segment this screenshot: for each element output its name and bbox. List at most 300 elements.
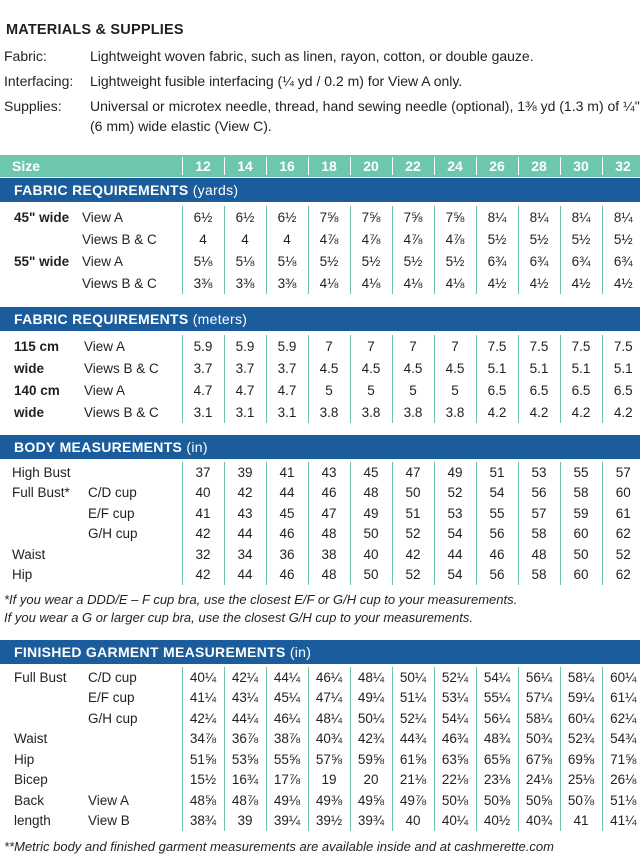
row-label	[0, 524, 88, 545]
table-cell: 58	[560, 483, 602, 504]
table-cell: 57	[602, 462, 640, 483]
table-cell: 5	[392, 379, 434, 401]
table-cell: 6¾	[560, 250, 602, 272]
table-cell: 44¾	[392, 729, 434, 750]
table-cell: 37	[182, 462, 224, 483]
table-cell: 58	[518, 524, 560, 545]
row-label: Waist	[14, 731, 48, 747]
table-cell: 23⅛	[476, 770, 518, 791]
table-cell: 50¾	[518, 729, 560, 750]
materials-label: Interfacing:	[4, 73, 74, 89]
size-value: 30	[573, 158, 589, 174]
table-cell: 42¼	[182, 708, 224, 729]
table-row	[0, 206, 640, 228]
table-cell: 7	[392, 335, 434, 357]
table-cell: 49⅛	[266, 790, 308, 811]
table-cell: 51⅝	[182, 749, 224, 770]
table-cell: 48⅝	[182, 790, 224, 811]
table-cell: 49⅝	[350, 790, 392, 811]
row-label: Hip	[12, 567, 33, 583]
row-label: 45" wide	[14, 209, 70, 225]
table-cell: 36	[266, 544, 308, 565]
table-cell: 5	[350, 379, 392, 401]
table-cell: 7	[350, 335, 392, 357]
table-cell: 57⅝	[308, 749, 350, 770]
table-cell: 54	[434, 524, 476, 545]
table-cell: 44	[224, 524, 266, 545]
table-row	[0, 544, 640, 565]
table-cell: 16¾	[224, 770, 266, 791]
table-cell: 7⅝	[308, 206, 350, 228]
body-measurements-table	[0, 462, 640, 585]
section-title: FINISHED GARMENT MEASUREMENTS	[14, 644, 286, 660]
section-header-fabric-yards	[0, 178, 640, 202]
table-cell: 4.2	[602, 401, 640, 423]
table-cell: 52	[602, 544, 640, 565]
table-cell: 4⅛	[392, 272, 434, 294]
row-sublabel: Views B & C	[82, 231, 157, 247]
row-sublabel: G/H cup	[88, 710, 138, 726]
table-cell: 6.5	[602, 379, 640, 401]
table-cell: 42¾	[350, 729, 392, 750]
table-cell: 26⅛	[602, 770, 640, 791]
table-cell: 49	[434, 462, 476, 483]
table-cell: 5.1	[560, 357, 602, 379]
table-cell: 4	[266, 228, 308, 250]
table-cell: 44¼	[266, 667, 308, 688]
row-label: Full Bust*	[12, 485, 70, 501]
fabric-meters-table	[0, 335, 640, 423]
table-cell: 48	[518, 544, 560, 565]
row-sublabel: View B	[88, 813, 130, 829]
table-cell: 3⅜	[266, 272, 308, 294]
row-sublabel: View A	[84, 338, 126, 354]
table-cell: 60¼	[602, 667, 640, 688]
table-cell: 55	[476, 503, 518, 524]
table-cell: 6¾	[602, 250, 640, 272]
table-cell: 39	[224, 462, 266, 483]
table-cell: 41¼	[182, 688, 224, 709]
table-cell: 60¼	[560, 708, 602, 729]
table-row	[0, 503, 640, 524]
table-row	[0, 483, 640, 504]
table-cell: 39½	[308, 811, 350, 832]
table-cell: 4.5	[392, 357, 434, 379]
table-cell: 62	[602, 524, 640, 545]
row-label	[0, 228, 82, 250]
table-cell: 5½	[518, 228, 560, 250]
table-cell: 48	[308, 565, 350, 586]
table-row	[0, 379, 640, 401]
row-label: Full Bust	[14, 669, 67, 685]
row-sublabel	[86, 729, 182, 750]
table-cell: 56¼	[476, 708, 518, 729]
table-cell: 4½	[476, 272, 518, 294]
table-cell: 36⅞	[224, 729, 266, 750]
table-cell: 5½	[434, 250, 476, 272]
table-cell: 38¾	[182, 811, 224, 832]
table-cell: 40	[350, 544, 392, 565]
size-header-bar	[0, 155, 640, 177]
table-cell: 53	[518, 462, 560, 483]
table-cell: 44	[266, 483, 308, 504]
table-cell: 50¼	[350, 708, 392, 729]
table-cell: 5⅛	[224, 250, 266, 272]
size-value: 32	[615, 158, 631, 174]
row-sublabel: Views B & C	[84, 360, 159, 376]
table-cell: 50	[350, 565, 392, 586]
table-cell: 60	[560, 524, 602, 545]
table-cell: 61⅝	[392, 749, 434, 770]
table-row	[0, 811, 640, 832]
table-cell: 4.5	[350, 357, 392, 379]
table-cell: 50	[560, 544, 602, 565]
section-title: FABRIC REQUIREMENTS	[14, 311, 189, 327]
table-cell: 5½	[602, 228, 640, 250]
table-cell: 46	[266, 565, 308, 586]
table-cell: 5.1	[602, 357, 640, 379]
table-cell: 48¼	[350, 667, 392, 688]
table-row	[0, 272, 640, 294]
table-cell: 40¾	[308, 729, 350, 750]
table-cell: 57¼	[518, 688, 560, 709]
table-row	[0, 790, 640, 811]
row-label	[0, 503, 88, 524]
section-unit: (in)	[289, 644, 312, 660]
table-cell: 3.8	[350, 401, 392, 423]
row-sublabel: View A	[88, 792, 130, 808]
table-cell: 54¾	[602, 729, 640, 750]
table-cell: 55¼	[476, 688, 518, 709]
table-cell: 5.9	[182, 335, 224, 357]
table-cell: 4	[224, 228, 266, 250]
table-cell: 40¼	[434, 811, 476, 832]
table-cell: 7.5	[602, 335, 640, 357]
table-cell: 52	[434, 483, 476, 504]
size-value: 24	[447, 158, 463, 174]
row-label: Hip	[14, 751, 35, 767]
row-sublabel: E/F cup	[88, 690, 135, 706]
table-cell: 50⅜	[476, 790, 518, 811]
row-sublabel	[86, 770, 182, 791]
table-cell: 4½	[560, 272, 602, 294]
table-cell: 4.2	[560, 401, 602, 423]
table-cell: 38	[308, 544, 350, 565]
table-cell: 39¼	[266, 811, 308, 832]
table-cell: 3⅜	[182, 272, 224, 294]
table-cell: 5	[308, 379, 350, 401]
table-cell: 5⅛	[266, 250, 308, 272]
table-cell: 56	[476, 524, 518, 545]
row-sublabel	[88, 544, 182, 565]
table-cell: 50⅛	[434, 790, 476, 811]
table-cell: 6.5	[518, 379, 560, 401]
section-unit: (yards)	[192, 182, 239, 198]
table-cell: 51	[392, 503, 434, 524]
table-cell: 5½	[350, 250, 392, 272]
table-cell: 50⅞	[560, 790, 602, 811]
row-sublabel: View A	[82, 253, 124, 269]
section-header-body	[0, 435, 640, 459]
row-sublabel: G/H cup	[88, 526, 138, 542]
table-cell: 49⅜	[308, 790, 350, 811]
table-cell: 46¼	[308, 667, 350, 688]
table-cell: 43	[308, 462, 350, 483]
table-cell: 40½	[476, 811, 518, 832]
table-cell: 56¼	[518, 667, 560, 688]
table-cell: 4⅛	[350, 272, 392, 294]
table-cell: 5.1	[476, 357, 518, 379]
row-label	[0, 272, 82, 294]
table-cell: 5½	[476, 228, 518, 250]
row-label: Waist	[12, 546, 46, 562]
table-row	[0, 462, 640, 483]
table-cell: 4.5	[434, 357, 476, 379]
table-cell: 7.5	[476, 335, 518, 357]
table-row	[0, 401, 640, 423]
size-value: 28	[531, 158, 547, 174]
table-cell: 20	[350, 770, 392, 791]
table-cell: 7	[308, 335, 350, 357]
table-cell: 7.5	[518, 335, 560, 357]
table-cell: 3.1	[266, 401, 308, 423]
table-cell: 51	[476, 462, 518, 483]
table-cell: 53⅝	[224, 749, 266, 770]
table-cell: 48⅞	[224, 790, 266, 811]
section-title: BODY MEASUREMENTS	[14, 439, 183, 455]
table-cell: 6¾	[518, 250, 560, 272]
table-cell: 39	[224, 811, 266, 832]
size-value: 16	[279, 158, 295, 174]
row-label: Back	[14, 792, 45, 808]
table-cell: 6½	[266, 206, 308, 228]
table-cell: 5½	[392, 250, 434, 272]
table-cell: 42	[182, 565, 224, 586]
table-cell: 4⅞	[350, 228, 392, 250]
table-cell: 3.8	[434, 401, 476, 423]
finished-garment-table	[0, 667, 640, 831]
table-cell: 44¼	[224, 708, 266, 729]
table-cell: 6½	[182, 206, 224, 228]
table-cell: 3.7	[182, 357, 224, 379]
table-cell: 41	[182, 503, 224, 524]
row-sublabel	[86, 749, 182, 770]
row-sublabel: C/D cup	[88, 669, 137, 685]
table-cell: 67⅝	[518, 749, 560, 770]
table-cell: 3.7	[224, 357, 266, 379]
table-cell: 50	[350, 524, 392, 545]
table-cell: 59⅝	[350, 749, 392, 770]
table-cell: 49	[350, 503, 392, 524]
table-cell: 42	[392, 544, 434, 565]
table-cell: 55⅝	[266, 749, 308, 770]
table-cell: 41¼	[602, 811, 640, 832]
table-cell: 57	[518, 503, 560, 524]
table-cell: 60	[560, 565, 602, 586]
table-cell: 3.8	[308, 401, 350, 423]
table-cell: 47	[308, 503, 350, 524]
table-cell: 3⅜	[224, 272, 266, 294]
table-cell: 44	[224, 565, 266, 586]
table-cell: 48	[308, 524, 350, 545]
table-cell: 4½	[602, 272, 640, 294]
table-cell: 5	[434, 379, 476, 401]
table-cell: 59¼	[560, 688, 602, 709]
table-cell: 8¼	[602, 206, 640, 228]
table-row	[0, 708, 640, 729]
table-cell: 4.7	[224, 379, 266, 401]
table-row	[0, 524, 640, 545]
table-cell: 52	[392, 524, 434, 545]
row-label: 140 cm	[14, 382, 60, 398]
table-cell: 58¼	[560, 667, 602, 688]
table-cell: 51¼	[392, 688, 434, 709]
size-value: 14	[237, 158, 253, 174]
row-sublabel: Views B & C	[82, 275, 157, 291]
table-cell: 45	[350, 462, 392, 483]
table-cell: 19	[308, 770, 350, 791]
table-cell: 4⅛	[308, 272, 350, 294]
table-cell: 51⅛	[602, 790, 640, 811]
table-cell: 58¼	[518, 708, 560, 729]
table-cell: 3.1	[224, 401, 266, 423]
materials-row-interfacing	[4, 71, 640, 91]
section-unit: (meters)	[192, 311, 248, 327]
row-sublabel: C/D cup	[88, 485, 137, 501]
section-header-fabric-meters	[0, 307, 640, 331]
table-cell: 5½	[560, 228, 602, 250]
table-cell: 46¼	[266, 708, 308, 729]
size-value: 26	[489, 158, 505, 174]
table-cell: 7	[434, 335, 476, 357]
table-cell: 7⅝	[434, 206, 476, 228]
table-cell: 62¼	[602, 708, 640, 729]
table-cell: 7⅝	[392, 206, 434, 228]
row-sublabel	[88, 462, 182, 483]
table-row	[0, 667, 640, 688]
materials-value: Universal or microtex needle, thread, hand sewing needle (optional), 1⅜ yd (1.3 m) of ¼" (6 mm) wide elastic (View C).	[90, 98, 640, 134]
table-cell: 58	[518, 565, 560, 586]
table-cell: 56	[518, 483, 560, 504]
table-cell: 8¼	[518, 206, 560, 228]
table-cell: 7.5	[560, 335, 602, 357]
table-cell: 47	[392, 462, 434, 483]
table-cell: 25⅛	[560, 770, 602, 791]
row-label	[0, 708, 86, 729]
table-cell: 65⅝	[476, 749, 518, 770]
table-cell: 63⅝	[434, 749, 476, 770]
materials-row-supplies	[4, 96, 640, 136]
table-row	[0, 357, 640, 379]
materials-value: Lightweight fusible interfacing (¼ yd / 0.2 m) for View A only.	[90, 73, 463, 89]
row-sublabel: View A	[82, 209, 124, 225]
table-row	[0, 729, 640, 750]
table-cell: 4⅛	[434, 272, 476, 294]
table-cell: 52¼	[434, 667, 476, 688]
table-cell: 3.7	[266, 357, 308, 379]
row-label: length	[14, 813, 51, 829]
table-cell: 34⅞	[182, 729, 224, 750]
table-cell: 5.9	[224, 335, 266, 357]
materials-label: Supplies:	[4, 98, 62, 114]
table-cell: 54	[476, 483, 518, 504]
table-cell: 46¾	[434, 729, 476, 750]
table-cell: 40¼	[182, 667, 224, 688]
cup-note-2: If you wear a G or larger cup bra, use the closest G/H cup to your measurements.	[4, 610, 473, 625]
section-header-finished	[0, 640, 640, 664]
table-cell: 32	[182, 544, 224, 565]
table-cell: 43¼	[224, 688, 266, 709]
table-cell: 4.2	[476, 401, 518, 423]
table-cell: 59	[560, 503, 602, 524]
table-cell: 61	[602, 503, 640, 524]
row-label: High Bust	[12, 464, 71, 480]
table-cell: 52¾	[560, 729, 602, 750]
table-cell: 34	[224, 544, 266, 565]
table-cell: 48	[350, 483, 392, 504]
table-cell: 52	[392, 565, 434, 586]
table-row	[0, 770, 640, 791]
table-cell: 22⅛	[434, 770, 476, 791]
table-cell: 4⅞	[308, 228, 350, 250]
table-cell: 6¾	[476, 250, 518, 272]
size-label: Size	[12, 158, 41, 174]
table-cell: 50⅝	[518, 790, 560, 811]
table-cell: 44	[434, 544, 476, 565]
table-row	[0, 335, 640, 357]
table-cell: 17⅞	[266, 770, 308, 791]
table-cell: 56	[476, 565, 518, 586]
cup-note-1: *If you wear a DDD/E – F cup bra, use the closest E/F or G/H cup to your measurements.	[4, 592, 518, 607]
table-cell: 50	[392, 483, 434, 504]
table-cell: 62	[602, 565, 640, 586]
table-cell: 49⅞	[392, 790, 434, 811]
table-cell: 55	[560, 462, 602, 483]
size-value: 12	[195, 158, 211, 174]
row-label: wide	[14, 360, 45, 376]
section-title: FABRIC REQUIREMENTS	[14, 182, 189, 198]
table-cell: 24⅛	[518, 770, 560, 791]
table-cell: 15½	[182, 770, 224, 791]
materials-value: Lightweight woven fabric, such as linen, rayon, cotton, or double gauze.	[90, 48, 534, 64]
row-label: 55" wide	[14, 253, 70, 269]
materials-title: MATERIALS & SUPPLIES	[6, 22, 184, 38]
row-label: wide	[14, 404, 45, 420]
table-cell: 38⅞	[266, 729, 308, 750]
table-cell: 45	[266, 503, 308, 524]
table-cell: 8¼	[476, 206, 518, 228]
table-cell: 54¼	[434, 708, 476, 729]
table-cell: 4½	[518, 272, 560, 294]
table-cell: 46	[308, 483, 350, 504]
table-cell: 6.5	[476, 379, 518, 401]
row-sublabel: E/F cup	[88, 505, 135, 521]
table-cell: 5.9	[266, 335, 308, 357]
table-cell: 4.5	[308, 357, 350, 379]
table-cell: 4	[182, 228, 224, 250]
table-cell: 71⅝	[602, 749, 640, 770]
table-cell: 42	[224, 483, 266, 504]
table-row	[0, 565, 640, 586]
row-sublabel: Views B & C	[84, 404, 159, 420]
table-cell: 69⅝	[560, 749, 602, 770]
table-row	[0, 688, 640, 709]
footer-note: **Metric body and finished garment measurements are available inside and at cashmerette.com	[4, 839, 554, 854]
table-cell: 50¼	[392, 667, 434, 688]
row-label: Bicep	[14, 772, 48, 788]
table-cell: 4⅞	[434, 228, 476, 250]
table-cell: 40¾	[518, 811, 560, 832]
